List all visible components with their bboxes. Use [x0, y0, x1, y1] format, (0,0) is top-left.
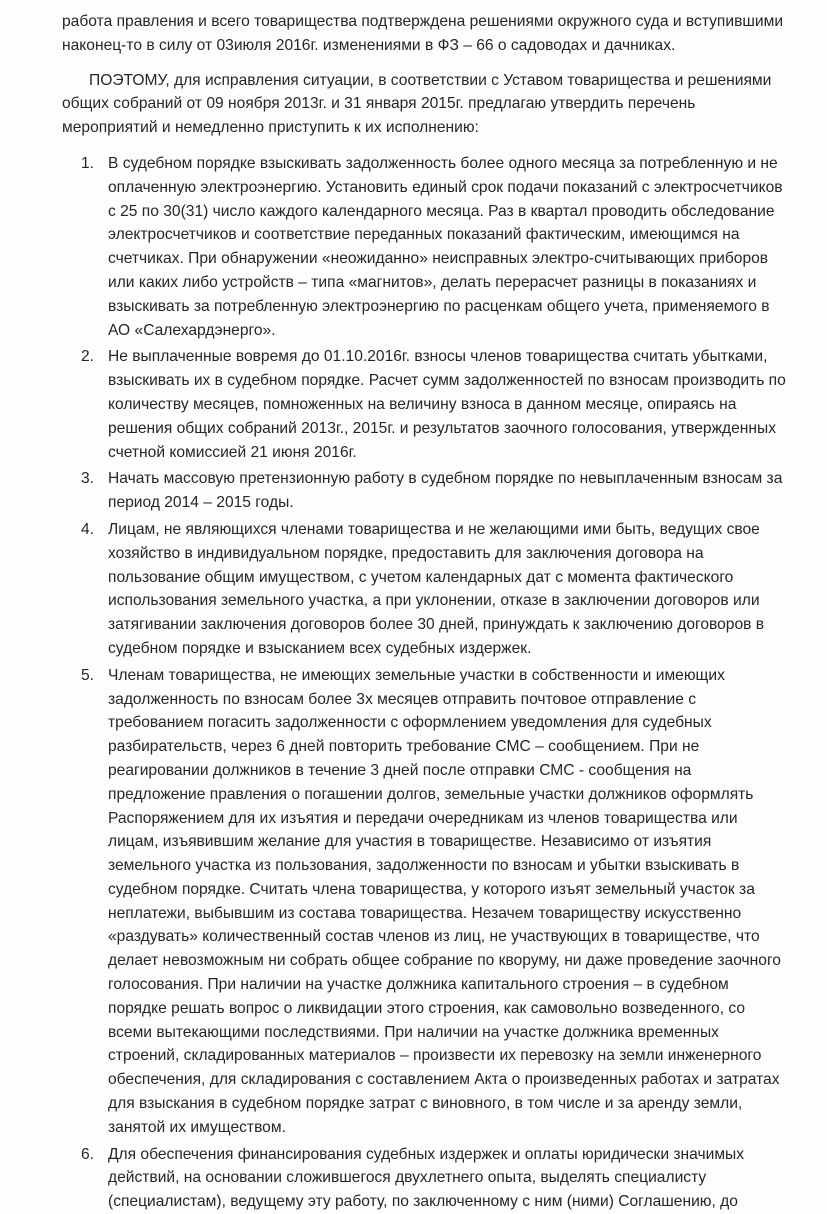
list-item: [62, 467, 787, 515]
list-item-number: 1.: [80, 154, 94, 172]
list-item-number: 2.: [80, 348, 94, 366]
measures-list: [62, 152, 787, 1214]
list-item: [62, 152, 787, 342]
list-item-text: Членам товарищества, не имеющих земельные участки в собственности и имеющих задолженность по взносам более 3х месяцев отправить почтовое отправление с требованием погасить задолженности с оформлением уведомления для судебных разбирательств, через 6 дней повторить требование СМС – сообщением. При не реагировании должников в течение 3 дней после отправки СМС - сообщения на предложение правления о погашении долгов, земельные участки должников оформлять Распоряжением для их изъятия и передачи очередникам из членов товарищества или лицам, изъявившим желание для участия в товариществе. Независимо от изъятия земельного участка из пользования, задолженности по взносам и убытки взыскивать в судебном порядке. Считать члена товарищества, у которого изъят земельный участок за неплатежи, выбывшим из состава товарищества. Незачем товариществу искусственно «раздувать» количественный состав членов из лиц, не участвующих в товариществе, что делает невозможным ни собрать общее собрание по кворуму, ни даже проведение заочного голосования. При наличии на участке должника капитального строения – в судебном порядке решать вопрос о ликвидации этого строения, как самовольно возведенного, со всеми вытекающими последствиями. При наличии на участке должника временных строений, складированных материалов – произвести их перевозку на земли инженерного обеспечения, для складирования с составлением Акта о произведенных работах и затратах для взыскания в судебном порядке затрат с виновного, в том числе и за аренду земли, занятой их имуществом.: [108, 666, 781, 1136]
list-item: [62, 664, 787, 1140]
list-item-number: 6.: [80, 1145, 94, 1163]
list-item-text: Для обеспечения финансирования судебных издержек и оплаты юридически значимых действий, на основании сложившегося двухлетнего опыта, выделять специалисту (специалистам), ведущему эту работу, по заключенному с ним (ними) Соглашению, до: [108, 1145, 745, 1211]
list-item: [62, 1143, 787, 1214]
list-item: [62, 518, 787, 661]
list-item-number: 3.: [80, 470, 94, 488]
list-item-text: Не выплаченные вовремя до 01.10.2016г. взносы членов товарищества считать убытками, взыскивать их в судебном порядке. Расчет сумм задолженностей по взносам производить по количеству месяцев, помноженных на величину взноса в данном месяце, опираясь на решения общих собраний 2013г., 2015г. и результатов заочного голосования, утвержденных счетной комиссией 21 июня 2016г.: [108, 348, 786, 461]
list-item-text: В судебном порядке взыскивать задолженность более одного месяца за потребленную и не оплаченную электроэнергию. Установить единый срок подачи показаний с электросчетчиков с 25 по 30(31) число каждого календарного месяца. Раз в квартал проводить обследование электросчетчиков и соответствие переданных показаний фактическим, имеющимся на счетчиках. При обнаружении «неожиданно» неисправных электро-считывающих приборов или каких либо устройств – типа «магнитов», делать перерасчет разницы в показаниях и взыскивать за потребленную электроэнергию по расценкам общего учета, применяемого в АО «Салехардэнерго».: [108, 154, 783, 339]
list-item-text: Лицам, не являющихся членами товарищества и не желающими ими быть, ведущих свое хозяйство в индивидуальном порядке, предоставить для заключения договора на пользование общим имуществом, с учетом календарных дат с момента фактического использования земельного участка, а при уклонении, отказе в заключении договоров или затягивании заключения договоров более 30 дней, принуждать к заключению договоров в судебном порядке и взысканием всех судебных издержек.: [108, 520, 765, 657]
list-item-text: Начать массовую претензионную работу в судебном порядке по невыплаченным взносам за период 2014 – 2015 годы.: [108, 470, 783, 512]
list-item-number: 5.: [80, 666, 94, 684]
preamble-paragraph: ПОЭТОМУ, для исправления ситуации, в соответствии с Уставом товарищества и решениями общих собраний от 09 ноября 2013г. и 31 января 2015г. предлагаю утвердить перечень мероприятий и немедленно приступить к их исполнению:: [62, 71, 772, 137]
list-item-number: 4.: [80, 520, 94, 538]
list-item: [62, 345, 787, 464]
intro-paragraph: работа правления и всего товарищества подтверждена решениями окружного суда и вступившими наконец-то в силу от 03июля 2016г. изменениями в ФЗ – 66 о садоводах и дачниках.: [62, 13, 784, 54]
